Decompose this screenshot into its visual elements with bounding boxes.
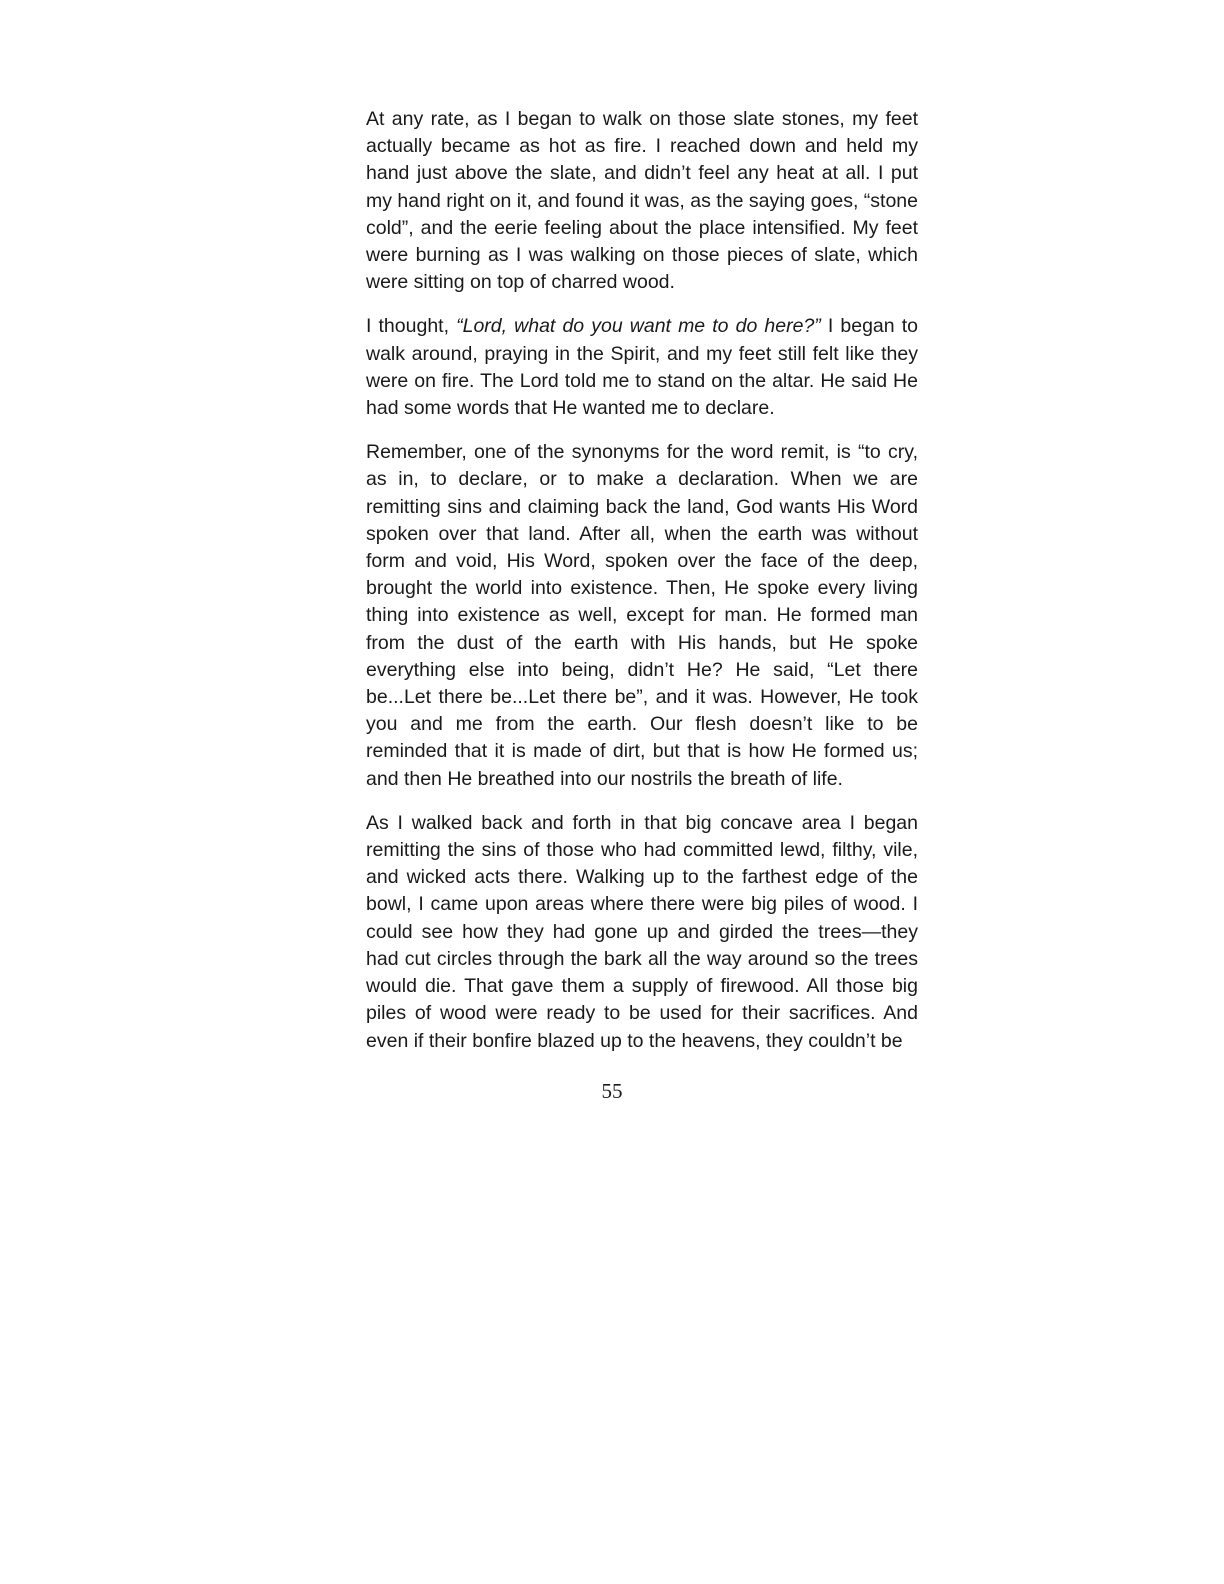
paragraph-1: At any rate, as I began to walk on those slate stones, my feet actually became as hot as fire. I reached down and held my hand just above the slate, and didn’t feel any heat at all. I put my hand right on it, and found it was, as the saying goes, “stone cold”, and the eerie feeling about the place intensified. My feet were burning as I was walking on those pieces of slate, which were sitting on top of charred wood. bbox=[366, 108, 918, 294]
paragraph-2-quote: “Lord, what do you want me to do here?” bbox=[456, 315, 821, 338]
paragraph-2-rest: I began to walk around, praying in the Spirit, and my feet still felt like they were on fire. The Lord told me to stand on the altar. He said He had some words that He wanted me to declare. bbox=[366, 315, 918, 420]
paragraph-2 bbox=[366, 313, 918, 422]
paragraph-4: As I walked back and forth in that big concave area I began remitting the sins of those who had committed lewd, filthy, vile, and wicked acts there. Walking up to the farthest edge of the bowl, I came upon areas where there were big piles of wood. I could see how they had gone up and girded the trees—they had cut circles through the bark all the way around so the trees would die. That gave them a supply of firewood. All those big piles of wood were ready to be used for their sacrifices. And even if their bonfire blazed up to the heavens, they couldn’t be bbox=[366, 811, 918, 1052]
paragraph-3: Remember, one of the synonyms for the word remit, is “to cry, as in, to declare, or to make a declaration. When we are remitting sins and claiming back the land, God wants His Word spoken over that land. After all, when the earth was without form and void, His Word, spoken over the face of the deep, brought the world into existence. Then, He spoke every living thing into existence as well, except for man. He formed man from the dust of the earth with His hands, but He spoke everything else into being, didn’t He? He said, “Let there be...Let there be...Let there be”, and it was. However, He took you and me from the earth. Our flesh doesn’t like to be reminded that it is made of dirt, but that is how He formed us; and then He breathed into our nostrils the breath of life. bbox=[366, 441, 918, 790]
body-text bbox=[366, 106, 918, 1055]
page-number: 55 bbox=[601, 1079, 623, 1103]
paragraph-2-lead: I thought, bbox=[366, 315, 457, 338]
